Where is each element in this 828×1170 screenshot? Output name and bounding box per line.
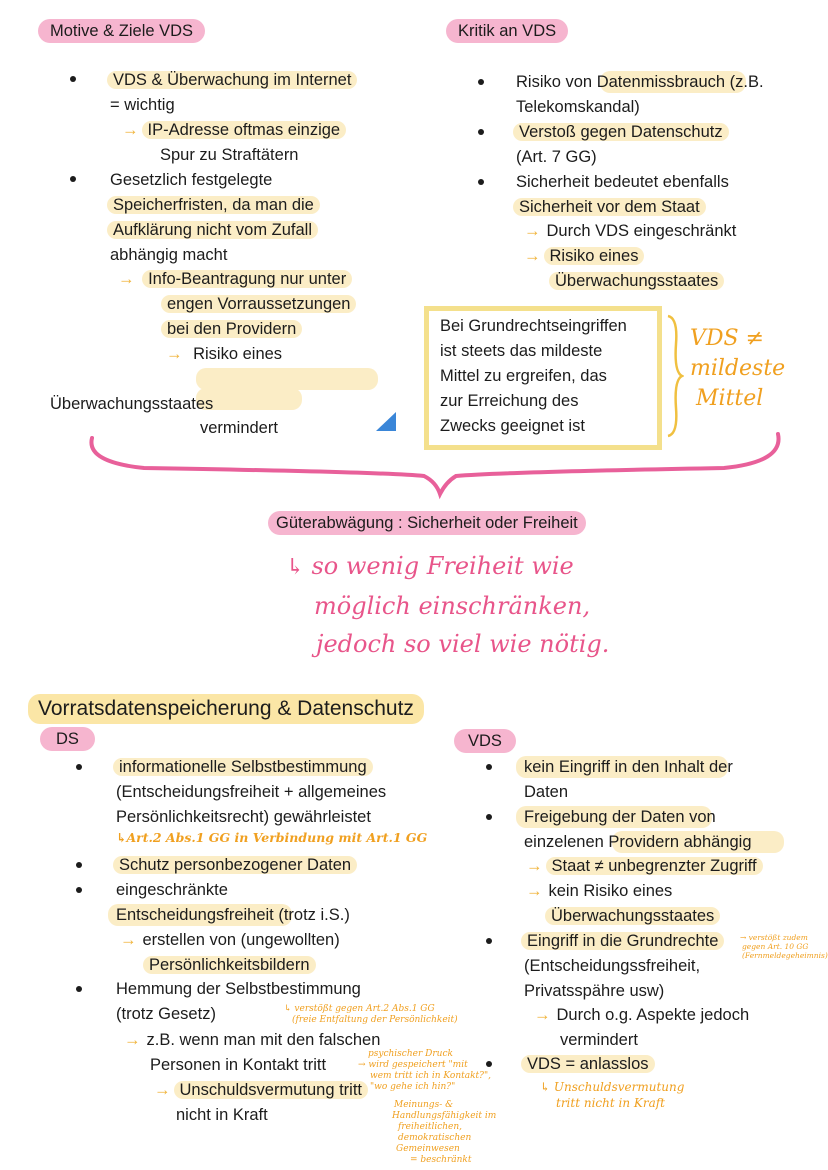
motive-b1-line1: VDS & Überwachung im Internet bbox=[110, 68, 354, 93]
vds-b3-sub1: → Durch o.g. Aspekte jedoch bbox=[534, 1006, 750, 1024]
ds-b3-sub1: → erstellen von (ungewollten) bbox=[120, 931, 340, 949]
motive-b2-sub1-line2: engen Vorraussetzungen bbox=[164, 292, 353, 317]
ds-b4-sub1-note-line4: "wo gehe ich hin?" bbox=[370, 1082, 456, 1092]
abwaegung-line2: möglich einschränken, bbox=[314, 592, 591, 620]
ds-b1-line1: informationelle Selbstbestimmung bbox=[116, 755, 370, 780]
box-note-line1: VDS ≠ bbox=[690, 326, 765, 351]
arrow-icon: → bbox=[524, 247, 541, 265]
ds-b2: Schutz personbezogener Daten bbox=[116, 853, 354, 878]
bullet bbox=[76, 986, 82, 992]
vds-b3-note-line2: gegen Art. 10 GG bbox=[742, 942, 809, 951]
brace-icon bbox=[664, 314, 684, 438]
vds-b3-line2: (Entscheidungssfreiheit, bbox=[524, 957, 701, 975]
ds-b4-sub2-note-line5: Gemeinwesen bbox=[396, 1144, 460, 1154]
abwaegung-line3: jedoch so viel wie nötig. bbox=[316, 630, 610, 658]
ds-b1-line2: (Entscheidungsfreiheit + allgemeines bbox=[116, 783, 387, 801]
ds-b4-note-line1: ↳ verstößt gegen Art.2 Abs.1 GG bbox=[284, 1004, 435, 1014]
motive-b2-line2: Speicherfristen, da man die bbox=[110, 193, 317, 218]
arrow-icon: → bbox=[166, 345, 183, 363]
bullet bbox=[486, 764, 492, 770]
vds-b3-line3: Privatsspähre usw) bbox=[524, 982, 665, 1000]
motive-b1-sub1: → IP-Adresse oftmas einzige bbox=[122, 118, 343, 143]
vds-b4-note-line1: ↳ Unschuldsvermutung bbox=[540, 1080, 685, 1094]
box-line3: Mittel zu ergreifen, das bbox=[440, 367, 607, 385]
box-note-line3: Mittel bbox=[696, 386, 764, 411]
box-line4: zur Erreichung des bbox=[440, 392, 579, 410]
arrow-icon: → bbox=[534, 1006, 551, 1024]
vds-b2-line1: Freigebung der Daten von bbox=[524, 808, 716, 826]
arrow-icon: → bbox=[118, 270, 135, 288]
kritik-b3-sub2: → Risiko eines bbox=[524, 244, 641, 269]
ds-b4-sub1: → z.B. wenn man mit den falschen bbox=[124, 1031, 381, 1049]
vds-b1-line1: kein Eingriff in den Inhalt der bbox=[524, 758, 733, 776]
vds-b3-sub1-line2: vermindert bbox=[560, 1031, 638, 1049]
box-line1: Bei Grundrechtseingriffen bbox=[440, 317, 627, 335]
kritik-b2-line2: (Art. 7 GG) bbox=[516, 148, 597, 166]
highlight-mark bbox=[196, 368, 378, 390]
bullet bbox=[478, 79, 484, 85]
motive-b2-sub2-line3: vermindert bbox=[200, 419, 278, 437]
ds-b1-note: ↳Art.2 Abs.1 GG in Verbindung mit Art.1 GG bbox=[116, 830, 428, 845]
ds-b4-sub2-line2: nicht in Kraft bbox=[176, 1106, 268, 1124]
kritik-b1-line1: Risiko von Datenmissbrauch (z.B. bbox=[516, 73, 764, 91]
ds-b4-sub2-note-line1: Meinungs- & bbox=[394, 1100, 454, 1110]
arrow-icon: → bbox=[154, 1081, 171, 1099]
vds-label: VDS bbox=[454, 729, 516, 753]
ds-b4-sub1-line2: Personen in Kontakt tritt bbox=[150, 1056, 327, 1074]
ds-b4-sub2-note-line6: = beschränkt bbox=[410, 1155, 472, 1165]
arrow-icon: → bbox=[124, 1031, 141, 1049]
kritik-title: Kritik an VDS bbox=[446, 19, 568, 43]
ds-b4-sub1-note-line1: psychischer Druck bbox=[368, 1049, 453, 1059]
bullet bbox=[478, 129, 484, 135]
motive-title: Motive & Ziele VDS bbox=[38, 19, 205, 43]
vds-b1-line2: Daten bbox=[524, 783, 569, 801]
vds-b4: VDS = anlasslos bbox=[524, 1052, 652, 1077]
vds-b4-note-line2: tritt nicht in Kraft bbox=[556, 1096, 666, 1110]
motive-b2-line3: Aufklärung nicht vom Zufall bbox=[110, 218, 315, 243]
bullet bbox=[70, 176, 76, 182]
arrow-icon: → bbox=[526, 857, 543, 875]
bullet bbox=[478, 179, 484, 185]
kritik-b1-line2: Telekomskandal) bbox=[516, 98, 640, 116]
ds-b3-sub1-line2: Persönlichkeitsbildern bbox=[146, 953, 313, 978]
kritik-b2-line1: Verstoß gegen Datenschutz bbox=[516, 120, 726, 145]
ds-b4-sub2: → Unschuldsvermutung tritt bbox=[154, 1078, 365, 1103]
kritik-b3-sub1: → Durch VDS eingeschränkt bbox=[524, 222, 737, 240]
vds-b2-sub1: → Staat ≠ unbegrenzter Zugriff bbox=[526, 854, 760, 879]
vds-b2-sub2: → kein Risiko eines bbox=[526, 882, 673, 900]
kritik-b3-line2: Sicherheit vor dem Staat bbox=[516, 195, 703, 220]
bullet bbox=[486, 938, 492, 944]
box-line5: Zwecks geeignet ist bbox=[440, 417, 585, 435]
ds-b4-sub2-note-line4: demokratischen bbox=[398, 1133, 472, 1143]
arrow-icon: → bbox=[120, 931, 137, 949]
vds-b3-line1: Eingriff in die Grundrechte bbox=[524, 929, 721, 954]
arrow-icon: → bbox=[524, 222, 541, 240]
kritik-b3-line1: Sicherheit bedeutet ebenfalls bbox=[516, 173, 729, 191]
motive-b1-sub1-line2: Spur zu Straftätern bbox=[160, 146, 299, 164]
arrow-icon: → bbox=[122, 121, 139, 139]
ds-b3-line2: Entscheidungsfreiheit (trotz i.S.) bbox=[116, 906, 350, 924]
vds-b2-line2: einzelenen Providern abhängig bbox=[524, 833, 752, 851]
ds-b4-sub1-note-line3: wem tritt ich in Kontakt?", bbox=[370, 1071, 492, 1081]
bullet bbox=[76, 764, 82, 770]
kritik-b3-sub2-line2: Überwachungsstaates bbox=[552, 269, 721, 294]
arrow-icon: → bbox=[526, 882, 543, 900]
motive-b2-sub2: → Risiko eines bbox=[166, 345, 283, 363]
abwaegung-line1: ↳ so wenig Freiheit wie bbox=[286, 552, 574, 580]
abwaegung-title: Güterabwägung : Sicherheit oder Freiheit bbox=[268, 511, 586, 535]
vds-b2-sub2-line2: Überwachungsstaates bbox=[548, 904, 717, 929]
ds-b4-sub2-note-line2: Handlungsfähigkeit im bbox=[392, 1111, 497, 1121]
motive-b2-line1: Gesetzlich festgelegte bbox=[110, 171, 273, 189]
bullet bbox=[486, 1061, 492, 1067]
motive-b2-line4: abhängig macht bbox=[110, 246, 228, 264]
ds-b4-line2: (trotz Gesetz) bbox=[116, 1005, 216, 1023]
vds-b3-note-line1: → verstößt zudem bbox=[740, 933, 808, 942]
ds-b4-line1: Hemmung der Selbstbestimmung bbox=[116, 980, 361, 998]
motive-b1-line2: = wichtig bbox=[110, 96, 175, 114]
motive-b2-sub2-line2: Überwachungsstaates bbox=[50, 395, 214, 413]
box-line2: ist steets das mildeste bbox=[440, 342, 603, 360]
pink-brace-icon bbox=[84, 428, 784, 500]
motive-b2-sub1-line3: bei den Providern bbox=[164, 317, 299, 342]
ds-b4-sub1-note-line2: → wird gespeichert "mit bbox=[358, 1060, 468, 1070]
ds-b4-note-line2: (freie Entfaltung der Persönlichkeit) bbox=[292, 1015, 458, 1025]
ds-b3-line1: eingeschränkte bbox=[116, 881, 228, 899]
bullet bbox=[486, 814, 492, 820]
box-note-line2: mildeste bbox=[690, 356, 786, 381]
ds-b1-line3: Persönlichkeitsrecht) gewährleistet bbox=[116, 808, 371, 826]
ds-label: DS bbox=[40, 727, 95, 751]
bullet bbox=[70, 76, 76, 82]
vds-b3-note-line3: (Fernmeldegeheimnis) bbox=[742, 951, 828, 960]
bullet bbox=[76, 887, 82, 893]
bullet bbox=[76, 862, 82, 868]
section2-title: Vorratsdatenspeicherung & Datenschutz bbox=[28, 694, 424, 724]
ds-b4-sub2-note-line3: freiheitlichen, bbox=[398, 1122, 463, 1132]
motive-b2-sub1: → Info-Beantragung nur unter bbox=[118, 267, 349, 292]
